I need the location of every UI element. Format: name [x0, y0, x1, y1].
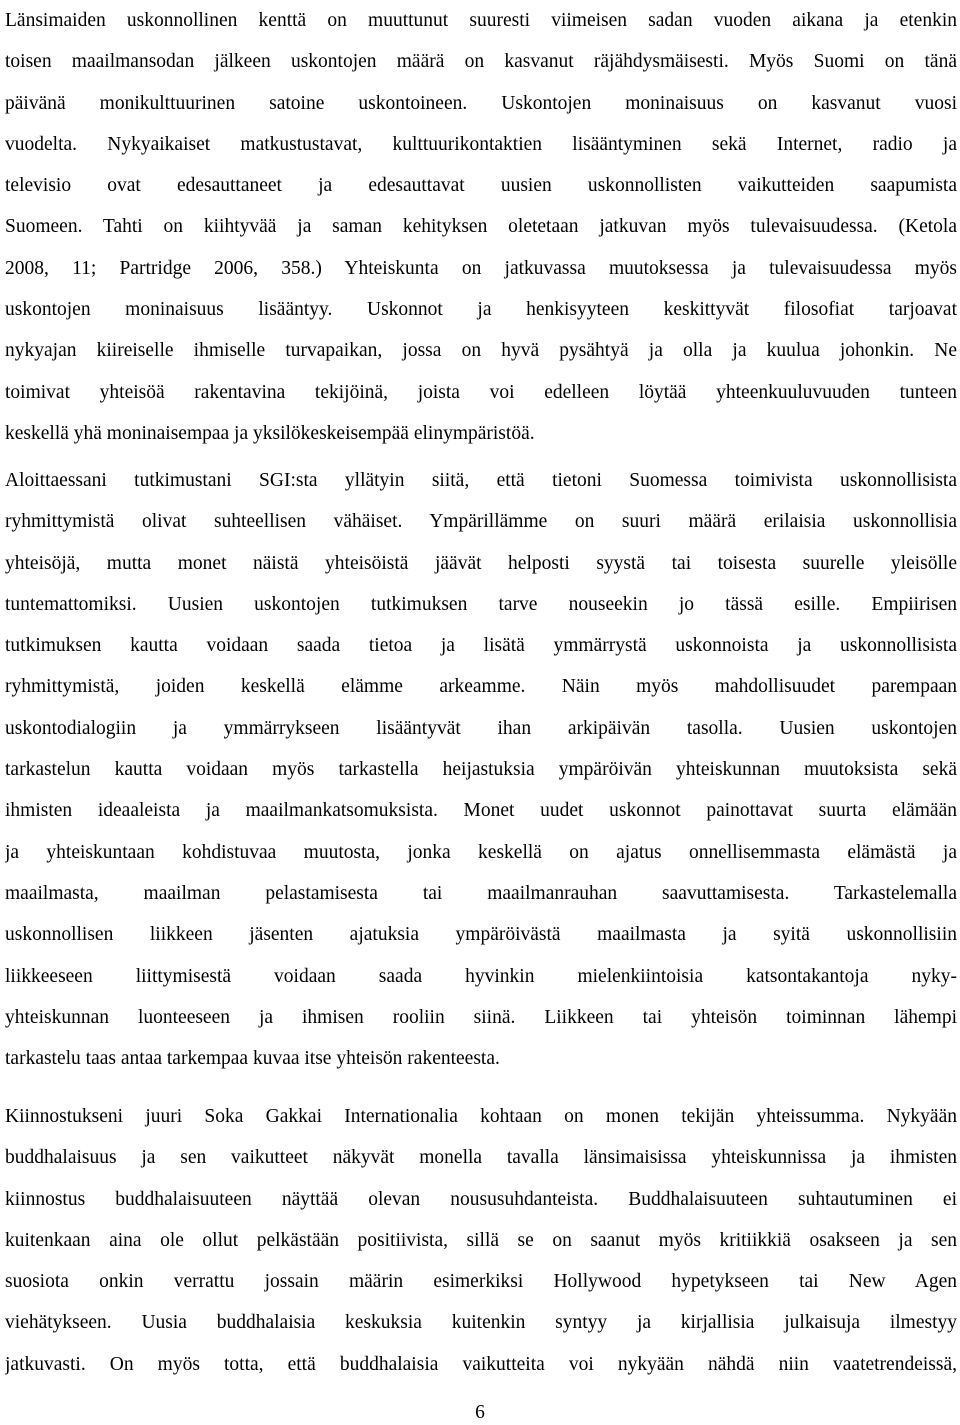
text-line: televisio ovat edesauttaneet ja edesauttavat uusien uskonnollisten vaikutteiden saapumista: [5, 175, 957, 197]
text-line: toimivat yhteisöä rakentavina tekijöinä, joista voi edelleen löytää yhteenkuuluvuuden tunteen: [5, 381, 957, 403]
text-line: tutkimuksen kautta voidaan saada tietoa ja lisätä ymmärrystä uskonnoista ja uskonnollisista: [5, 635, 957, 657]
text-line: nykyajan kiireiselle ihmiselle turvapaikan, jossa on hyvä pysähtyä ja olla ja kuulua johonkin. Ne: [5, 340, 957, 362]
text-line: yhteiskunnan luonteeseen ja ihmisen rooliin siinä. Liikkeen tai yhteisön toiminnan lähempi: [5, 1006, 957, 1028]
paragraph-1: [5, 0, 957, 454]
text-line: liikkeeseen liittymisestä voidaan saada hyvinkin mielenkiintoisia katsontakantoja nyky-: [5, 965, 957, 987]
text-line: ryhmittymistä, joiden keskellä elämme arkeamme. Näin myös mahdollisuudet parempaan: [5, 676, 957, 698]
text-line: ja yhteiskuntaan kohdistuvaa muutosta, jonka keskellä on ajatus onnellisemmasta elämästä ja: [5, 841, 957, 863]
text-line: yhteisöjä, mutta monet näistä yhteisöistä jäävät helposti syystä tai toisesta suurelle yleisölle: [5, 552, 957, 574]
text-line: toisen maailmansodan jälkeen uskontojen määrä on kasvanut räjähdysmäisesti. Myös Suomi on tänä: [5, 51, 957, 73]
text-line: Aloittaessani tutkimustani SGI:sta yllätyin siitä, että tietoni Suomessa toimivista uskonnollisista: [5, 470, 957, 491]
text-line: Kiinnostukseni juuri Soka Gakkai Internationalia kohtaan on monen tekijän yhteissumma. Nykyään: [5, 1106, 957, 1127]
text-line: Länsimaiden uskonnollinen kenttä on muuttunut suuresti viimeisen sadan vuoden aikana ja etenkin: [5, 10, 957, 31]
text-line: tarkastelun kautta voidaan myös tarkastella heijastuksia ympäröivän yhteiskunnan muutoksista sekä: [5, 759, 957, 781]
text-line: maailmasta, maailman pelastamisesta tai maailmanrauhan saavuttamisesta. Tarkastelemalla: [5, 882, 957, 904]
text-line: tarkastelu taas antaa tarkempaa kuvaa itse yhteisön rakenteesta.: [5, 1048, 500, 1070]
text-line: päivänä monikulttuurinen satoine uskontoineen. Uskontojen moninaisuus on kasvanut vuosi: [5, 92, 957, 114]
text-line: ihmisten ideaaleista ja maailmankatsomuksista. Monet uudet uskonnot painottavat suurta elämään: [5, 800, 957, 822]
text-line: viehätykseen. Uusia buddhalaisia keskuksia kuitenkin syntyy ja kirjallisia julkaisuja ilmestyy: [5, 1312, 957, 1334]
text-line: kiinnostus buddhalaisuuteen näyttää olevan noususuhdanteista. Buddhalaisuuteen suhtautuminen ei: [5, 1188, 957, 1210]
text-line: jatkuvasti. On myös totta, että buddhalaisia vaikutteita voi nykyään nähdä niin vaatetrendeissä,: [5, 1353, 957, 1375]
text-line: uskontodialogiin ja ymmärrykseen lisääntyvät ihan arkipäivän tasolla. Uusien uskontojen: [5, 717, 957, 739]
text-line: uskonnollisen liikkeen jäsenten ajatuksia ympäröivästä maailmasta ja syitä uskonnollisiin: [5, 924, 957, 946]
text-line: suosiota onkin verrattu jossain määrin esimerkiksi Hollywood hypetykseen tai New Agen: [5, 1271, 957, 1293]
text-line: kuitenkaan aina ole ollut pelkästään positiivista, sillä se on saanut myös kritiikkiä osakseen ja sen: [5, 1229, 957, 1251]
text-line: ryhmittymistä olivat suhteellisen vähäiset. Ympärillämme on suuri määrä erilaisia uskonnollisia: [5, 511, 957, 533]
text-line: Suomeen. Tahti on kiihtyvää ja saman kehityksen oletetaan jatkuvan myös tulevaisuudessa. (Ketola: [5, 216, 957, 238]
paragraph-3: [5, 1096, 957, 1385]
text-line: 2008, 11; Partridge 2006, 358.) Yhteiskunta on jatkuvassa muutoksessa ja tulevaisuudessa myös: [5, 257, 957, 279]
page-number: 6: [475, 1402, 485, 1423]
paragraph-2: [5, 460, 957, 1079]
text-line: keskellä yhä moninaisempaa ja yksilökeskeisempää elinympäristöä.: [5, 422, 535, 444]
text-line: tuntemattomiksi. Uusien uskontojen tutkimuksen tarve nouseekin jo tässä esille. Empiirisen: [5, 593, 957, 615]
text-line: vuodelta. Nykyaikaiset matkustustavat, kulttuurikontaktien lisääntyminen sekä Internet, radio ja: [5, 133, 957, 155]
text-line: buddhalaisuus ja sen vaikutteet näkyvät monella tavalla länsimaisissa yhteiskunnissa ja ihmisten: [5, 1147, 957, 1169]
text-line: uskontojen moninaisuus lisääntyy. Uskonnot ja henkisyyteen keskittyvät filosofiat tarjoavat: [5, 299, 957, 321]
